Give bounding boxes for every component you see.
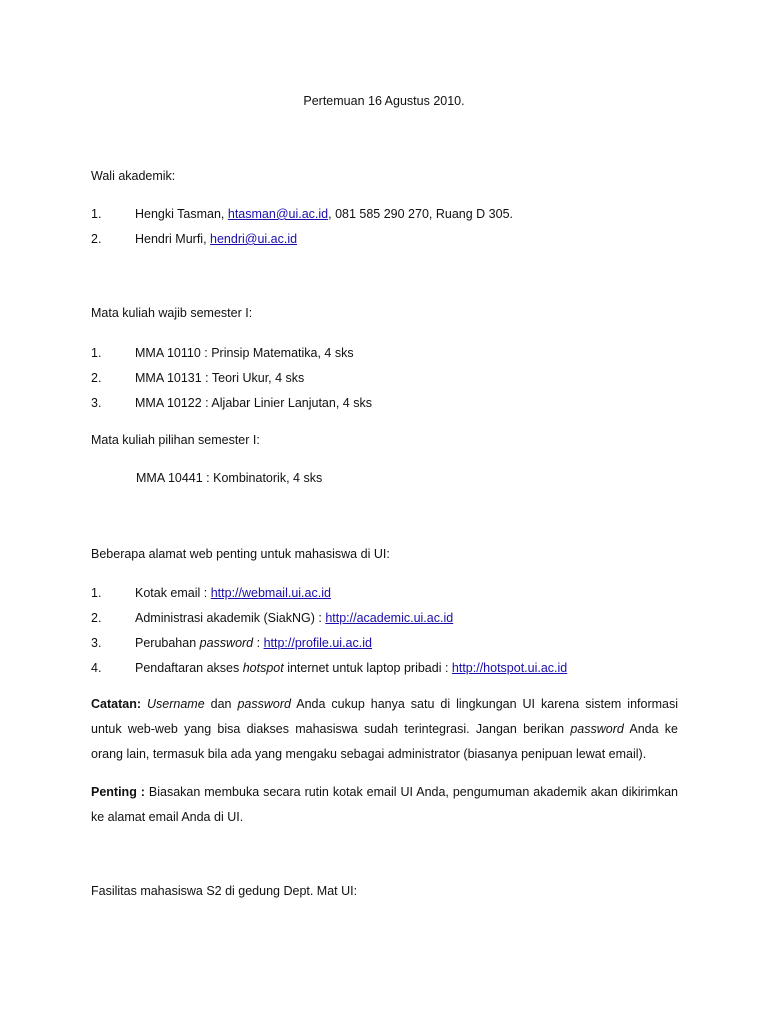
email-link[interactable]: hendri@ui.ac.id [210,232,298,246]
profile-link[interactable]: http://profile.ui.ac.id [263,636,372,650]
email-link[interactable]: htasman@ui.ac.id [227,207,329,221]
list-number: 2. [91,232,102,246]
academic-link[interactable]: http://academic.ui.ac.id [325,611,454,625]
wajib-heading: Mata kuliah wajib semester I: [91,306,253,320]
pilihan-item: MMA 10441 : Kombinatorik, 4 sks [136,471,323,485]
wali-list [91,206,513,256]
list-item [91,206,513,231]
list-item: 1. MMA 10110 : Prinsip Matematika, 4 sks [91,346,354,360]
list-item: 3. MMA 10122 : Aljabar Linier Lanjutan, 4 sks [91,396,372,410]
list-number: 1. [91,207,102,221]
list-item [91,231,513,256]
webmail-link[interactable]: http://webmail.ui.ac.id [210,586,331,600]
page-title: Pertemuan 16 Agustus 2010. [303,94,465,108]
fasilitas-heading: Fasilitas mahasiswa S2 di gedung Dept. Mat UI: [91,884,358,898]
list-text: Hengki Tasman, htasman@ui.ac.id, 081 585 290 270, Ruang D 305. [135,207,513,221]
list-item: 1. Kotak email : http://webmail.ui.ac.id [91,586,331,600]
list-item: 2. Administrasi akademik (SiakNG) : http://academic.ui.ac.id [91,611,454,625]
web-heading: Beberapa alamat web penting untuk mahasiswa di UI: [91,547,390,561]
web-list [91,585,567,685]
list-item: 2. MMA 10131 : Teori Ukur, 4 sks [91,371,305,385]
list-item: 4. Pendaftaran akses hotspot internet untuk laptop pribadi : http://hotspot.ui.ac.id [91,661,568,675]
wajib-list [91,345,372,420]
hotspot-link[interactable]: http://hotspot.ui.ac.id [451,661,568,675]
list-item: 3. Perubahan password : http://profile.ui.ac.id [91,636,372,650]
list-text: Hendri Murfi, hendri@ui.ac.id [135,232,298,246]
catatan-paragraph: Catatan: Username dan password Anda cukup hanya satu di lingkungan UI karena sistem informasi untuk web-web yang bisa diakses mahasiswa sudah terintegrasi. Jangan berikan password Anda ke orang lain, termasuk bila ada yang mengaku sebagai administrator (biasanya penipuan lewat email). [91,697,678,761]
pilihan-heading: Mata kuliah pilihan semester I: [91,433,260,447]
wali-heading: Wali akademik: [91,169,176,183]
penting-paragraph: Penting : Biasakan membuka secara rutin kotak email UI Anda, pengumuman akademik akan dikirimkan ke alamat email Anda di UI. [91,785,679,824]
